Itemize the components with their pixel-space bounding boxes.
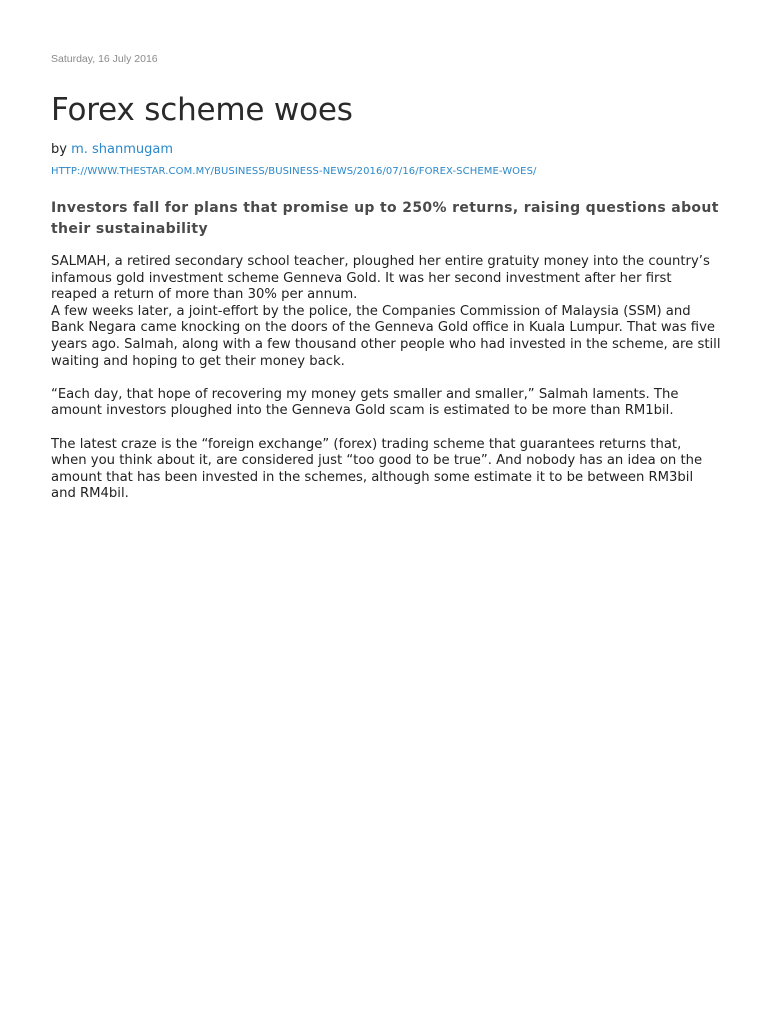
author-link[interactable]: m. shanmugam — [71, 142, 174, 157]
article-title: Forex scheme woes — [51, 92, 353, 128]
article-date: Saturday, 16 July 2016 — [51, 53, 158, 65]
article-subtitle: Investors fall for plans that promise up to 250% returns, raising questions about their sustainability — [51, 200, 719, 237]
paragraph: “Each day, that hope of recovering my money gets smaller and smaller,” Salmah laments. The amount investors ploughed into the Genneva Gold scam is estimated to be more than RM1bil. — [51, 386, 679, 419]
paragraph: The latest craze is the “foreign exchange” (forex) trading scheme that guarantees returns that, when you think about it, are considered just “too good to be true”. And nobody has an idea on the amount that has been invested in the schemes, although some estimate it to be between RM3bil and RM4bil. — [51, 436, 703, 502]
source-url-link[interactable]: HTTP://WWW.THESTAR.COM.MY/BUSINESS/BUSINESS-NEWS/2016/07/16/FOREX-SCHEME-WOES/ — [51, 166, 537, 177]
byline — [51, 141, 721, 159]
paragraph: A few weeks later, a joint-effort by the police, the Companies Commission of Malaysia (SSM) and Bank Negara came knocking on the doors of the Genneva Gold office in Kuala Lumpur. That was five years ago. Salmah, along with a few thousand other people who had invested in the scheme, are still waiting and hoping to get their money back. — [51, 303, 721, 369]
paragraph: SALMAH, a retired secondary school teacher, ploughed her entire gratuity money into the country’s infamous gold investment scheme Genneva Gold. It was her second investment after her first reaped a return of more than 30% per annum. — [51, 254, 710, 303]
article — [51, 52, 721, 503]
byline-label: by — [51, 142, 67, 157]
